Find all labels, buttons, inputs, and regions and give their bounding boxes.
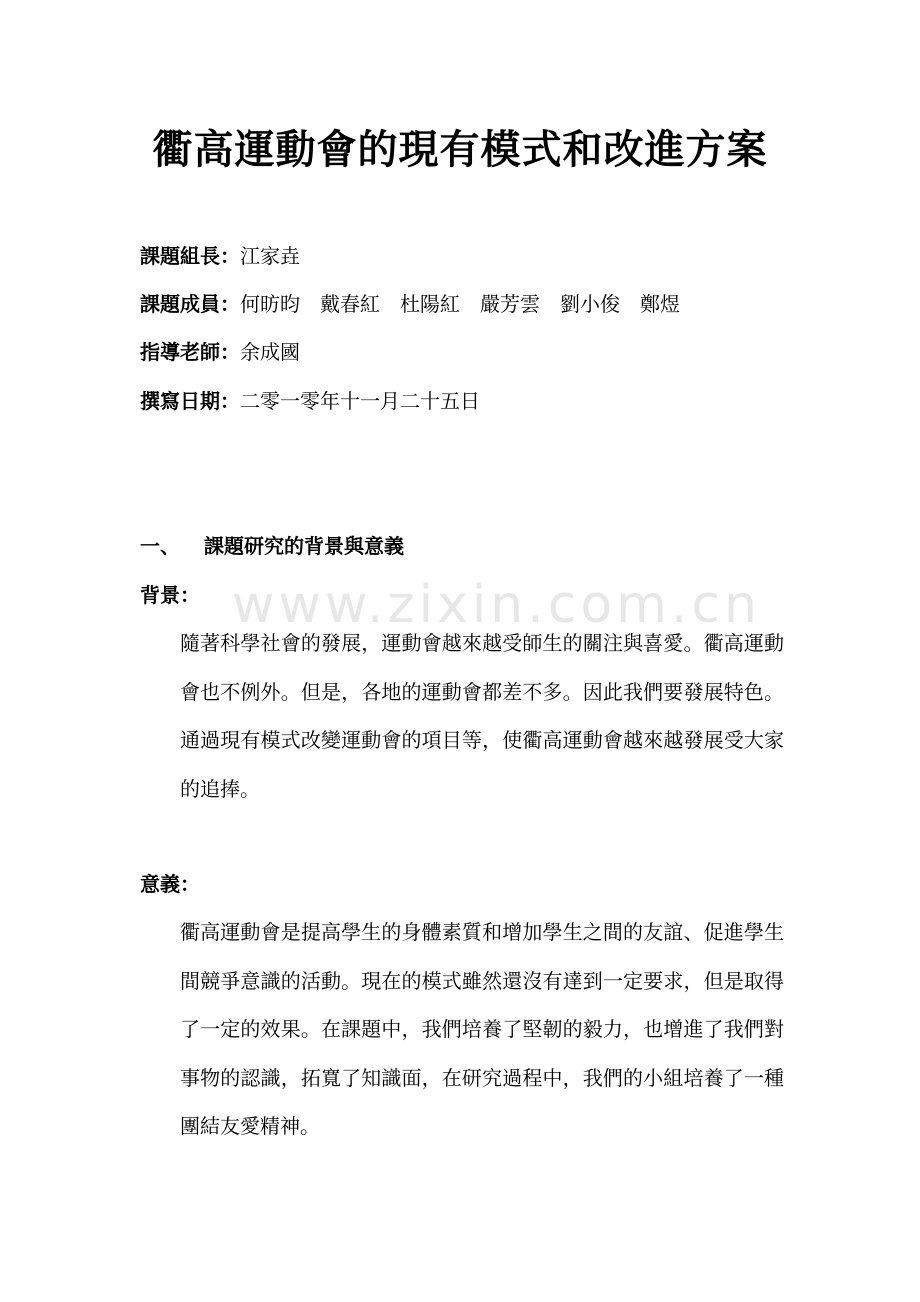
- members-label: 課題成員：: [140, 292, 240, 316]
- date-value: 二零一零年十一月二十五日: [240, 389, 480, 413]
- significance-paragraph: 衢高運動會是提高學生的身體素質和增加學生之間的友誼、促進學生間競爭意識的活動。現在的模式雖然還沒有達到一定要求，但是取得了一定的效果。在課題中，我們培養了堅韌的毅力，也增進了我們對事物的認識，拓寬了知識面，在研究過程中，我們的小組培養了一種團結友愛精神。: [180, 920, 784, 1138]
- teacher-value: 余成國: [240, 340, 300, 364]
- section-heading: [140, 531, 404, 561]
- date-label: 撰寫日期：: [140, 389, 240, 413]
- section-number: 一、: [140, 534, 180, 558]
- leader-label: 課題組長：: [140, 244, 240, 268]
- section-heading-text: 課題研究的背景與意義: [204, 534, 404, 558]
- meta-members: [140, 289, 680, 319]
- meta-date: [140, 386, 480, 416]
- background-paragraph: 隨著科學社會的發展，運動會越來越受師生的關注與喜愛。衢高運動會也不例外。但是，各地的運動會都差不多。因此我們要發展特色。通過現有模式改變運動會的項目等，使衢高運動會越來越發展受大家的追捧。: [180, 631, 784, 801]
- meta-leader: [140, 241, 300, 271]
- leader-value: 江家垚: [240, 244, 300, 268]
- document-title: 衢高運動會的現有模式和改進方案: [152, 126, 768, 173]
- significance-label: 意義：: [140, 872, 200, 896]
- meta-teacher: [140, 337, 300, 367]
- watermark: www.zixin.com.cn: [232, 575, 761, 635]
- teacher-label: 指導老師：: [140, 340, 240, 364]
- background-label: 背景：: [140, 583, 200, 607]
- members-value: 何昉昀 戴春紅 杜陽紅 嚴芳雲 劉小俊 鄭煜: [240, 292, 680, 316]
